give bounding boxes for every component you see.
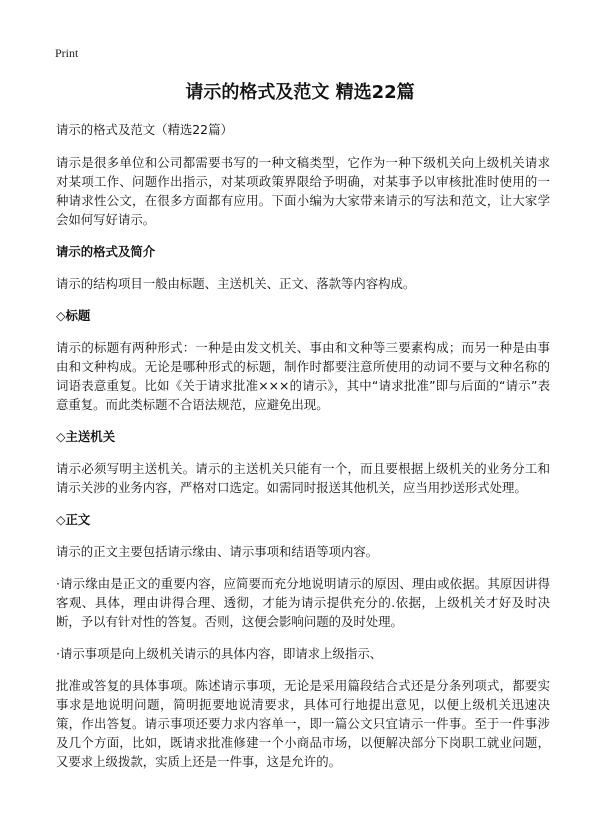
title-subsection-heading: ◇标题 [56,308,91,323]
print-link[interactable]: Print [55,46,79,60]
document-body [56,120,550,784]
recipient-subsection-heading: ◇主送机关 [56,429,116,444]
document-title: 请示的格式及范文 精选22篇 [185,82,415,103]
approval-paragraph: 批准或答复的具体事项。陈述请示事项，无论是采用篇段结合式还是分条列项式，都要实事求是地说明问题，简明扼要地说清要求，具体可行地提出意见，以便上级机关迅速决策，作出答复。请示事项还要力求内容单一，即一篇公文只宜请示一件事。至于一件事涉及几个方面，比如，既请求批准修建一个小商品市场，以便解决部分下岗职工就业问题，又要求上级拨款，实质上还是一件事，这是允许的。 [56,678,550,769]
body-intro-paragraph: 请示的正文主要包括请示缘由、请示事项和结语等项内容。 [56,544,379,559]
intro-paragraph: 请示是很多单位和公司都需要书写的一种文稿类型，它作为一种下级机关向上级机关请求对某项工作、问题作出指示，对某项政策界限给予明确，对某事予以审核批准时使用的一种请求性公文，在很多方面都有应用。下面小编为大家带来请示的写法和范文，让大家学会如何写好请示。 [56,155,550,227]
format-section-paragraph: 请示的结构项目一般由标题、主送机关、正文、落款等内容构成。 [56,276,416,291]
body-subsection-heading: ◇正文 [56,512,91,527]
recipient-subsection-paragraph: 请示必须写明主送机关。请示的主送机关只能有一个，而且要根据上级机关的业务分工和请示关涉的业务内容，严格对口选定。如需同时报送其他机关，应当用抄送形式处理。 [56,461,550,495]
reason-paragraph: ·请示缘由是正文的重要内容，应简要而充分地说明请示的原因、理由或依据。其原因讲得客观、具体，理由讲得合理、透彻，才能为请示提供充分的.依据，上级机关才好及时决断，予以有针对性的答复。否则，这便会影响问题的及时处理。 [56,576,550,629]
title-subsection-paragraph: 请示的标题有两种形式：一种是由发文机关、事由和文种等三要素构成；而另一种是由事由和文种构成。无论是哪种形式的标题，制作时都要注意所使用的动词不要与文种名称的词语表意重复。比如《关于请求批准×××的请示》，其中“请求批准”即与后面的“请示”表意重复。而此类标题不合语法规范，应避免出现。 [56,340,550,412]
document-subtitle: 请示的格式及范文（精选22篇） [56,122,233,137]
matter-paragraph: ·请示事项是向上级机关请示的具体内容，即请求上级指示、 [56,646,383,661]
format-section-heading: 请示的格式及简介 [56,244,156,259]
